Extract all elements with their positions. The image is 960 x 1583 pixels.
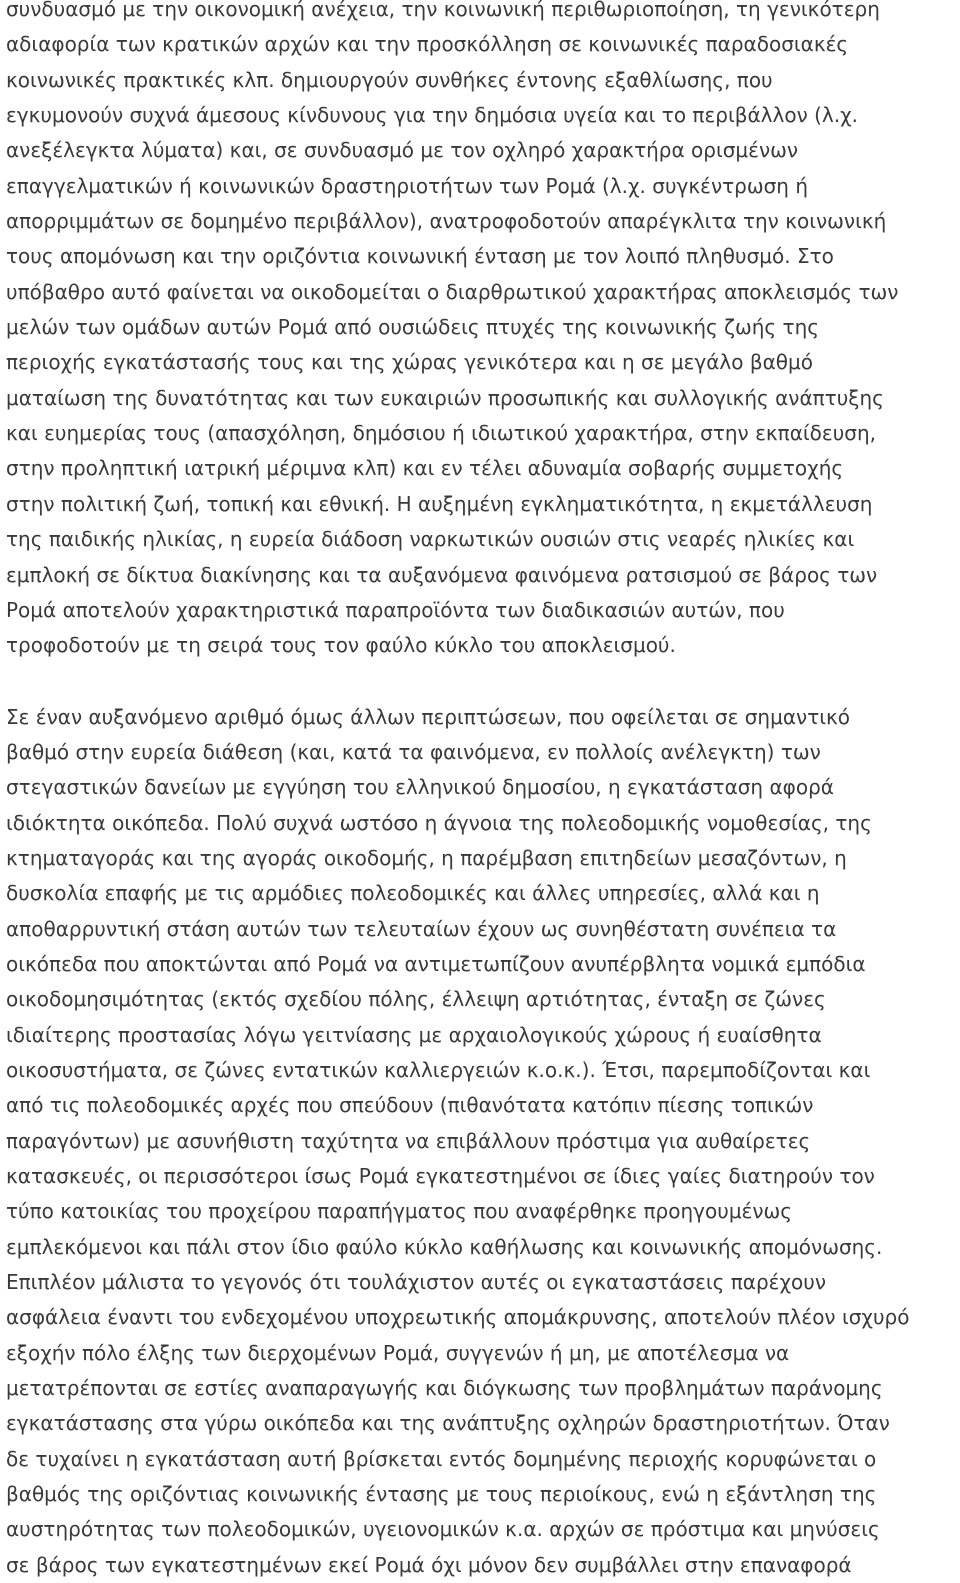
text-line: οικοσυστήματα, σε ζώνες εντατικών καλλιεργειών κ.ο.κ.). Έτσι, παρεμποδίζονται και [6,1057,871,1082]
text-line: εγκατάστασης στα γύρω οικόπεδα και της ανάπτυξης οχληρών δραστηριοτήτων. Όταν [6,1411,890,1436]
text-line: της παιδικής ηλικίας, η ευρεία διάδοση ναρκωτικών ουσιών στις νεαρές ηλικίες και [6,527,855,552]
text-line: κατασκευές, οι περισσότεροι ίσως Ρομά εγκατεστημένοι σε ίδιες γαίες διατηρούν τον [6,1164,875,1188]
text-line: στην προληπτική ιατρική μέριμνα κλπ) και εν τέλει αδυναμία σοβαρής συμμετοχής [6,456,844,481]
text-line: εγκυμονούν συχνά άμεσους κίνδυνους για την δημόσια υγεία και το περιβάλλον (λ.χ. [6,103,859,128]
paragraph-2 [6,700,960,1583]
text-line: κοινωνικές πρακτικές κλπ. δημιουργούν συνθήκες έντονης εξαθλίωσης, που [6,67,773,92]
text-line: βαθμός της οριζόντιας κοινωνικής έντασης με τους περιοίκους, ενώ η εξάντληση της [6,1482,877,1507]
text-line: παραγόντων) με ασυνήθιστη ταχύτητα να επιβάλλουν πρόστιμα για αυθαίρετες [6,1128,811,1153]
text-line: βαθμό στην ευρεία διάθεση (και, κατά τα φαινόμενα, εν πολλοίς ανέλεγκτη) των [6,739,821,764]
text-line: εμπλοκή σε δίκτυα διακίνησης και τα αυξανόμενα φαινόμενα ρατσισμού σε βάρος των [6,562,878,587]
text-line: ανεξέλεγκτα λύματα) και, σε συνδυασμό με τον οχληρό χαρακτήρα ορισμένων [6,138,799,163]
text-line: περιοχής εγκατάστασής τους και της χώρας γενικότερα και η σε μεγάλο βαθμό [6,350,813,375]
text-line: ιδιόκτητα οικόπεδα. Πολύ συχνά ωστόσο η άγνοια της πολεοδομικής νομοθεσίας, της [6,810,872,835]
text-line: μελών των ομάδων αυτών Ρομά από ουσιώδεις πτυχές της κοινωνικής ζωής της [6,315,819,340]
text-line: υπόβαθρο αυτό φαίνεται να οικοδομείται ο διαρθρωτικού χαρακτήρας αποκλεισμός των [6,279,899,304]
text-line: απορριμμάτων σε δομημένο περιβάλλον), ανατροφοδοτούν απαρέγκλιτα την κοινωνική [6,209,887,234]
text-line: στην πολιτική ζωή, τοπική και εθνική. Η αυξημένη εγκληματικότητα, η εκμετάλλευση [6,491,873,516]
text-line: Επιπλέον μάλιστα το γεγονός ότι τουλάχιστον αυτές οι εγκαταστάσεις παρέχουν [6,1270,827,1295]
text-line: κτηματαγοράς και της αγοράς οικοδομής, η παρέμβαση επιτηδείων μεσαζόντων, η [6,845,847,870]
text-line: Σε έναν αυξανόμενο αριθμό όμως άλλων περιπτώσεων, που οφείλεται σε σημαντικό [6,704,851,729]
paragraph-1 [6,0,960,664]
text-line: και ευημερίας τους (απασχόληση, δημόσιου ή ιδιωτικού χαρακτήρα, στην εκπαίδευση, [6,421,876,446]
text-line: σε βάρος των εγκατεστημένων εκεί Ρομά όχι μόνον δεν συμβάλλει στην επαναφορά [6,1552,852,1577]
text-line: αυστηρότητας των πολεοδομικών, υγειονομικών κ.α. αρχών σε πρόστιμα και μηνύσεις [6,1517,880,1542]
text-line: οικόπεδα που αποκτώνται από Ρομά να αντιμετωπίζουν ανυπέρβλητα νομικά εμπόδια [6,951,866,976]
text-line: στεγαστικών δανείων με εγγύηση του ελληνικού δημοσίου, η εγκατάσταση αφορά [6,775,834,800]
text-line: συνδυασμό με την οικονομική ανέχεια, την κοινωνική περιθωριοποίηση, τη γενικότερη [6,0,880,21]
text-line: δυσκολία επαφής με τις αρμόδιες πολεοδομικές και άλλες υπηρεσίες, αλλά και η [6,881,820,906]
text-line: μετατρέπονται σε εστίες αναπαραγωγής και διόγκωσης των προβλημάτων παράνομης [6,1376,883,1401]
text-line: από τις πολεοδομικές αρχές που σπεύδουν (πιθανότατα κατόπιν πίεσης τοπικών [6,1093,814,1118]
text-line: επαγγελματικών ή κοινωνικών δραστηριοτήτων των Ρομά (λ.χ. συγκέντρωση ή [6,173,808,198]
text-line: οικοδομησιμότητας (εκτός σχεδίου πόλης, έλλειψη αρτιότητας, ένταξη σε ζώνες [6,987,826,1012]
text-line: τροφοδοτούν με τη σειρά τους τον φαύλο κύκλο του αποκλεισμού. [6,633,676,658]
text-line: ματαίωση της δυνατότητας και των ευκαιριών προσωπικής και συλλογικής ανάπτυξης [6,385,884,410]
text-line: αδιαφορία των κρατικών αρχών και την προσκόλληση σε κοινωνικές παραδοσιακές [6,32,849,57]
text-line: ασφάλεια έναντι του ενδεχομένου υποχρεωτικής απομάκρυνσης, αποτελούν πλέον ισχυρό [6,1305,910,1330]
text-line: ιδιαίτερης προστασίας λόγω γειτνίασης με αρχαιολογικούς χώρους ή ευαίσθητα [6,1022,822,1047]
text-line: εξοχήν πόλο έλξης των διερχομένων Ρομά, συγγενών ή μη, με αποτέλεσμα να [6,1340,790,1365]
text-line: δε τυχαίνει η εγκατάσταση αυτή βρίσκεται εντός δομημένης περιοχής κορυφώνεται ο [6,1446,877,1471]
text-line: Ρομά αποτελούν χαρακτηριστικά παραπροϊόντα των διαδικασιών αυτών, που [6,597,785,622]
text-line: τους απομόνωση και την οριζόντια κοινωνική ένταση με τον λοιπό πληθυσμό. Στο [6,244,834,269]
text-line: εμπλεκόμενοι και πάλι στον ίδιο φαύλο κύκλο καθήλωσης και κοινωνικής απομόνωσης. [6,1234,883,1259]
text-line: αποθαρρυντική στάση αυτών των τελευταίων έχουν ως συνηθέστατη συνέπεια τα [6,916,837,941]
text-line: τύπο κατοικίας του προχείρου παραπήγματος που αναφέρθηκε προηγουμένως [6,1199,793,1224]
paragraph-spacer [6,664,960,700]
